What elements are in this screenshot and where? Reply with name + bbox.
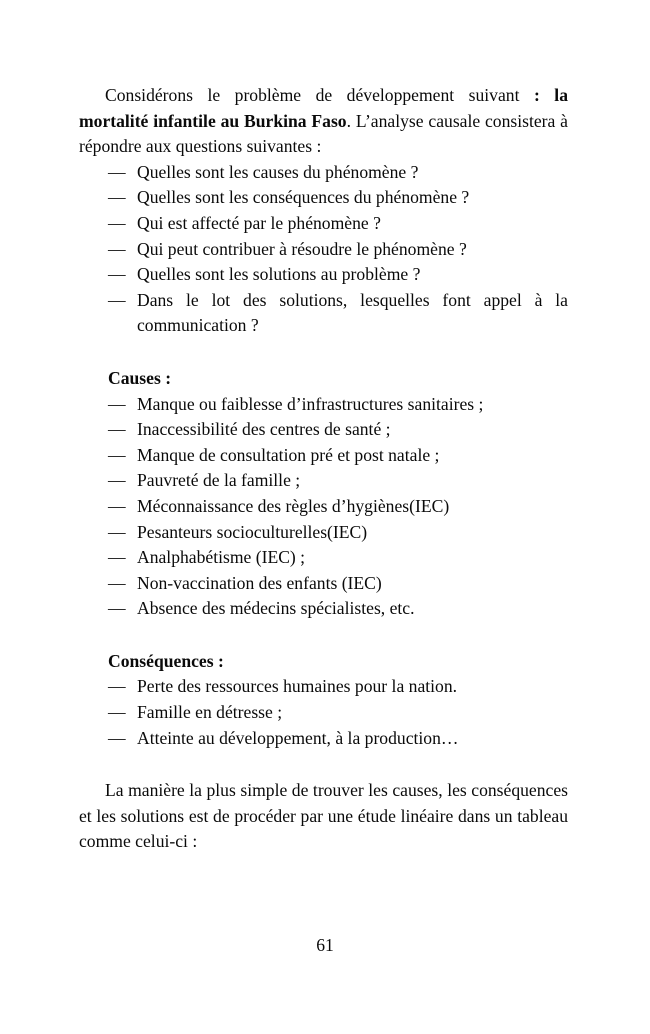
list-item-text: Quelles sont les solutions au problème ? [137, 264, 421, 285]
list-item-text: Qui peut contribuer à résoudre le phénomène ? [137, 238, 467, 259]
em-dash-marker: — [108, 598, 126, 619]
em-dash-marker: — [108, 289, 126, 310]
causes-heading: Causes : [108, 367, 172, 388]
closing-paragraph: La manière la plus simple de trouver les causes, les conséquences et les solutions est de procéder par une étude linéaire dans un tableau comme celui-ci : [79, 780, 568, 852]
list-item [79, 520, 568, 546]
list-item-text: Inaccessibilité des centres de santé ; [137, 419, 391, 440]
em-dash-marker: — [108, 212, 126, 233]
list-item-text: Pesanteurs socioculturelles(IEC) [137, 521, 368, 542]
list-item-text: Absence des médecins spécialistes, etc. [137, 598, 415, 619]
list-item [79, 700, 568, 726]
list-item [79, 211, 568, 237]
page-number: 61 [316, 935, 334, 955]
em-dash-marker: — [108, 264, 126, 285]
list-item [79, 494, 568, 520]
list-item [79, 596, 568, 622]
spacer [79, 339, 568, 366]
list-item-text: Dans le lot des solutions, lesquelles font appel à la communication ? [137, 289, 568, 336]
em-dash-marker: — [108, 495, 126, 516]
em-dash-marker: — [108, 419, 126, 440]
em-dash-marker: — [108, 521, 126, 542]
em-dash-marker: — [108, 727, 126, 748]
list-item [79, 545, 568, 571]
list-item-text: Non-vaccination des enfants (IEC) [137, 572, 382, 593]
list-item [79, 468, 568, 494]
em-dash-marker: — [108, 393, 126, 414]
em-dash-marker: — [108, 547, 126, 568]
em-dash-marker: — [108, 676, 126, 697]
list-item [79, 237, 568, 263]
intro-tail-text: . L’analyse causale consistera à répondre aux questions suivantes : [79, 110, 568, 157]
list-item-text: Quelles sont les causes du phénomène ? [137, 161, 419, 182]
list-item-text: Qui est affecté par le phénomène ? [137, 212, 381, 233]
questions-list [79, 160, 568, 339]
list-item [79, 674, 568, 700]
list-item-text: Manque ou faiblesse d’infrastructures sanitaires ; [137, 393, 484, 414]
consequences-list [79, 674, 568, 751]
list-item-text: Quelles sont les conséquences du phénomène ? [137, 187, 470, 208]
intro-paragraph [79, 83, 568, 160]
list-item [79, 262, 568, 288]
list-item [79, 443, 568, 469]
list-item-text: Pauvreté de la famille ; [137, 470, 301, 491]
page-content [79, 83, 568, 855]
em-dash-marker: — [108, 470, 126, 491]
list-item [79, 392, 568, 418]
list-item-text: Analphabétisme (IEC) ; [137, 547, 306, 568]
list-item [79, 185, 568, 211]
list-item [79, 571, 568, 597]
list-item-text: Manque de consultation pré et post natale ; [137, 444, 440, 465]
list-item-text: Atteinte au développement, à la production… [137, 727, 459, 748]
list-item [79, 726, 568, 752]
consequences-heading: Conséquences : [108, 650, 224, 671]
list-item [79, 417, 568, 443]
em-dash-marker: — [108, 187, 126, 208]
em-dash-marker: — [108, 161, 126, 182]
em-dash-marker: — [108, 572, 126, 593]
list-item [79, 160, 568, 186]
list-item-text: Méconnaissance des règles d’hygiènes(IEC) [137, 495, 450, 516]
em-dash-marker: — [108, 702, 126, 723]
spacer [79, 622, 568, 649]
spacer [79, 751, 568, 778]
list-item [79, 288, 568, 339]
em-dash-marker: — [108, 238, 126, 259]
list-item-text: Perte des ressources humaines pour la nation. [137, 676, 458, 697]
causes-list [79, 392, 568, 622]
intro-lead-text: Considérons le problème de développement suivant [105, 85, 520, 105]
intro-emphasis-text: : la mortalité infantile au Burkina Faso [79, 85, 568, 131]
em-dash-marker: — [108, 444, 126, 465]
list-item-text: Famille en détresse ; [137, 702, 283, 723]
